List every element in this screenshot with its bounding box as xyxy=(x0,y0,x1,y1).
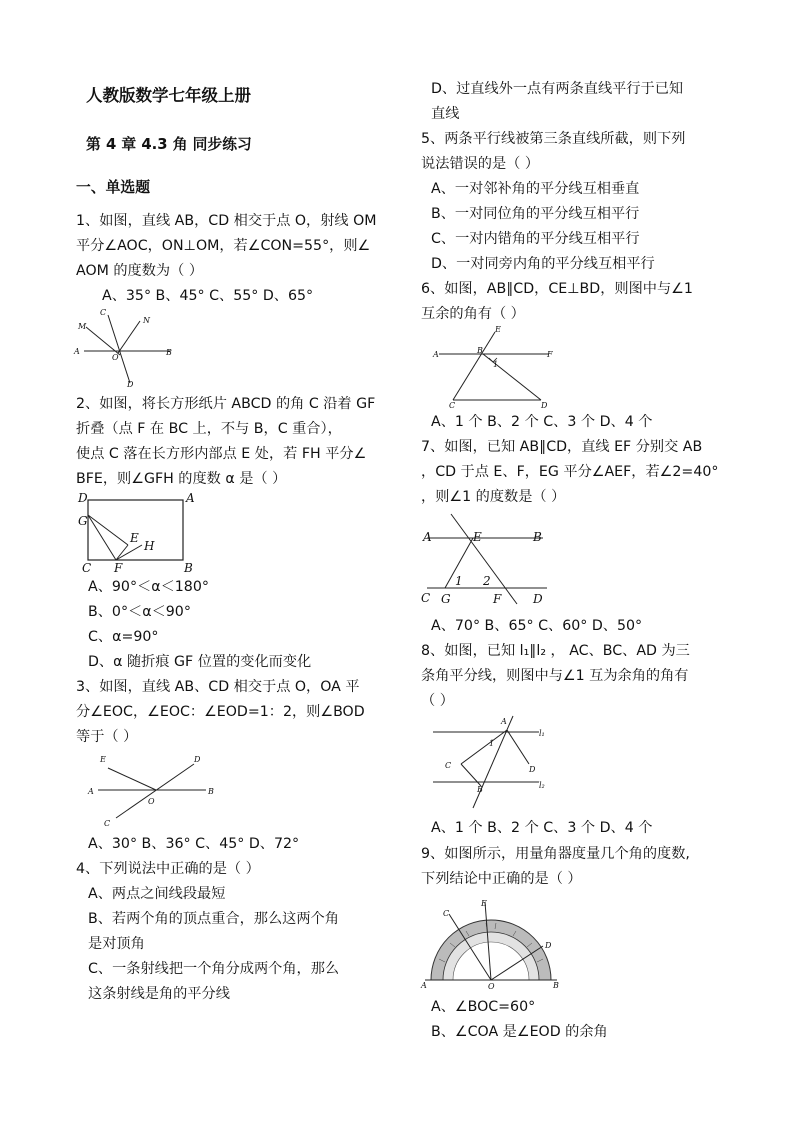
question-2-line-2: 折叠（点 F 在 BC 上，不与 B，C 重合）， xyxy=(76,421,342,437)
question-2-line-3: 使点 C 落在长方形内部点 E 处，若 FH 平分∠ xyxy=(76,446,367,462)
question-2-option-b: B、0°＜α＜90° xyxy=(88,604,191,620)
question-4-stem: 4、下列说法中正确的是（ ） xyxy=(76,861,260,877)
q6-label-1: 1 xyxy=(493,360,499,369)
q2-label-b: B xyxy=(184,561,193,575)
question-6-figure xyxy=(431,322,561,410)
q9-label-d: D xyxy=(545,941,552,950)
section-heading: 一、单选题 xyxy=(76,179,150,196)
question-3-line-2: 分∠EOC，∠EOC：∠EOD=1：2，则∠BOD xyxy=(76,704,365,720)
question-8-figure xyxy=(431,712,571,812)
q2-label-g: G xyxy=(78,514,88,528)
question-8-line-2: 条角平分线，则图中与∠1 互为余角的角有 xyxy=(421,668,689,684)
q6-label-e: E xyxy=(495,325,501,334)
question-3-figure xyxy=(86,750,221,832)
q8-label-a: A xyxy=(501,717,507,726)
question-8-line-1: 8、如图，已知 l₁∥l₂ ， AC、BC、AD 为三 xyxy=(421,643,690,659)
question-5-line-1: 5、两条平行线被第三条直线所截，则下列 xyxy=(421,131,686,147)
q2-label-d: D xyxy=(78,491,88,505)
question-5-option-c: C、一对内错角的平分线互相平行 xyxy=(431,231,640,247)
question-6-line-2: 互余的角有（ ） xyxy=(421,306,525,322)
question-6-line-1: 6、如图，AB∥CD，CE⊥BD，则图中与∠1 xyxy=(421,281,693,297)
q1-label-c: C xyxy=(100,308,107,317)
q8-label-l1: l₁ xyxy=(539,729,545,738)
q1-label-o: O xyxy=(112,353,119,362)
q8-label-1: 1 xyxy=(489,739,495,748)
q7-label-d: D xyxy=(533,592,543,606)
question-5-option-a: A、一对邻补角的平分线互相垂直 xyxy=(431,181,640,197)
q7-label-g: G xyxy=(441,592,451,606)
question-7-figure xyxy=(421,510,556,608)
q9-label-e: E xyxy=(481,899,487,908)
q9-label-b: B xyxy=(553,981,559,990)
q3-label-d: D xyxy=(194,755,201,764)
question-3-options: A、30° B、36° C、45° D、72° xyxy=(88,836,300,852)
q2-label-f: F xyxy=(114,561,123,575)
question-4-option-c: C、一条射线把一个角分成两个角，那么 xyxy=(88,961,340,977)
question-7-line-1: 7、如图，已知 AB∥CD，直线 EF 分别交 AB xyxy=(421,439,703,455)
q7-label-f: F xyxy=(493,592,502,606)
question-5-option-d: D、一对同旁内角的平分线互相平行 xyxy=(431,256,655,272)
question-4-option-b-cont: 是对顶角 xyxy=(88,936,145,952)
q9-label-a: A xyxy=(421,981,427,990)
question-2-option-a: A、90°＜α＜180° xyxy=(88,579,209,595)
question-2-option-d: D、α 随折痕 GF 位置的变化而变化 xyxy=(88,654,312,670)
question-9-line-1: 9、如图所示，用量角器度量几个角的度数, xyxy=(421,846,690,862)
document-subtitle: 第 4 章 4.3 角 同步练习 xyxy=(86,136,252,153)
question-5-line-2: 说法错误的是（ ） xyxy=(421,156,540,172)
q7-label-e: E xyxy=(473,530,482,544)
question-9-line-2: 下列结论中正确的是（ ） xyxy=(421,871,582,887)
q2-label-a: A xyxy=(186,491,195,505)
q1-label-b: B xyxy=(166,348,172,357)
q7-label-a: A xyxy=(423,530,432,544)
question-1-figure xyxy=(74,305,184,387)
question-9-option-a: A、∠BOC=60° xyxy=(431,999,536,1015)
question-2-line-4: BFE，则∠GFH 的度数 α 是（ ） xyxy=(76,471,287,487)
q6-label-a: A xyxy=(433,350,439,359)
question-2-option-c: C、α=90° xyxy=(88,629,159,645)
question-1-line-2: 平分∠AOC，ON⊥OM，若∠CON=55°，则∠ xyxy=(76,238,371,254)
q8-label-d: D xyxy=(529,765,536,774)
q7-label-b: B xyxy=(533,530,542,544)
q6-label-d: D xyxy=(541,401,548,410)
question-3-line-1: 3、如图，直线 AB、CD 相交于点 O，OA 平 xyxy=(76,679,360,695)
q1-label-d: D xyxy=(127,380,134,389)
q6-label-b: B xyxy=(477,346,483,355)
question-4-option-c-cont: 这条射线是角的平分线 xyxy=(88,986,230,1002)
q8-label-b: B xyxy=(477,785,483,794)
question-1-line-1: 1、如图，直线 AB，CD 相交于点 O，射线 OM xyxy=(76,213,377,229)
q6-label-f: F xyxy=(547,350,553,359)
question-4-option-d: D、过直线外一点有两条直线平行于已知 xyxy=(431,81,684,97)
question-6-options: A、1 个 B、2 个 C、3 个 D、4 个 xyxy=(431,414,653,430)
q9-label-c: C xyxy=(443,909,450,918)
question-9-option-b: B、∠COA 是∠EOD 的余角 xyxy=(431,1024,608,1040)
question-7-line-2: ，CD 于点 E、F，EG 平分∠AEF，若∠2=40° xyxy=(421,464,719,480)
q3-label-e: E xyxy=(100,755,106,764)
question-8-options: A、1 个 B、2 个 C、3 个 D、4 个 xyxy=(431,820,653,836)
question-4-option-d-cont: 直线 xyxy=(431,106,460,122)
q2-label-e: E xyxy=(130,531,139,545)
question-8-line-3: （ ） xyxy=(421,693,454,709)
q3-label-b: B xyxy=(208,787,214,796)
question-2-line-1: 2、如图，将长方形纸片 ABCD 的角 C 沿着 GF xyxy=(76,396,376,412)
protractor-figure xyxy=(421,898,561,990)
q8-label-c: C xyxy=(445,761,452,770)
q3-label-o: O xyxy=(148,797,155,806)
question-1-line-3: AOM 的度数为（ ） xyxy=(76,263,204,279)
question-5-option-b: B、一对同位角的平分线互相平行 xyxy=(431,206,640,222)
q7-label-2: 2 xyxy=(483,574,491,588)
document-title: 人教版数学七年级上册 xyxy=(86,86,251,105)
q9-label-o: O xyxy=(488,982,495,991)
q3-label-c: C xyxy=(104,819,111,828)
q8-label-l2: l₂ xyxy=(539,781,545,790)
question-1-options: A、35° B、45° C、55° D、65° xyxy=(102,288,314,304)
q7-label-c: C xyxy=(421,591,431,605)
question-7-options: A、70° B、65° C、60° D、50° xyxy=(431,618,643,634)
q1-label-a: A xyxy=(74,347,80,356)
q2-label-c: C xyxy=(82,561,92,575)
question-3-line-3: 等于（ ） xyxy=(76,729,138,745)
q3-label-a: A xyxy=(88,787,94,796)
question-4-option-a: A、两点之间线段最短 xyxy=(88,886,226,902)
q7-label-1: 1 xyxy=(455,574,463,588)
q1-label-m: M xyxy=(78,322,87,331)
q2-label-h: H xyxy=(144,539,155,553)
question-2-figure xyxy=(76,490,201,575)
question-7-line-3: ，则∠1 的度数是（ ） xyxy=(421,489,566,505)
q1-label-n: N xyxy=(143,316,150,325)
q6-label-c: C xyxy=(449,401,456,410)
question-4-option-b: B、若两个角的顶点重合，那么这两个角 xyxy=(88,911,339,927)
